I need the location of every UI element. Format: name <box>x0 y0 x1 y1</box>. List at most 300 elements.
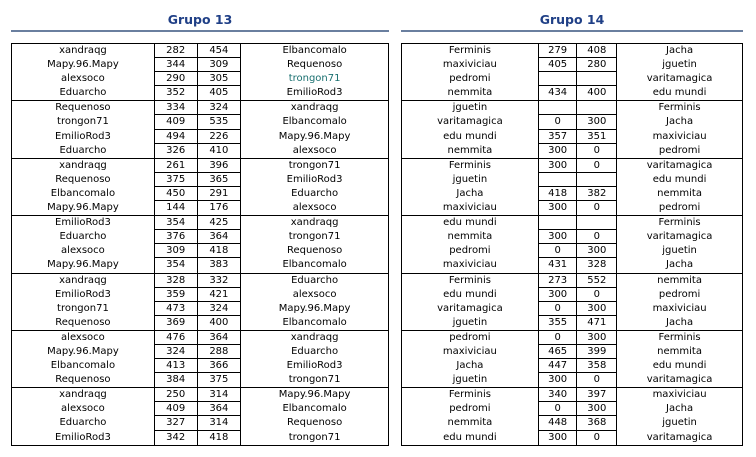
match-row <box>402 258 742 272</box>
away-player: pedromi <box>616 144 742 158</box>
match-row <box>402 431 742 445</box>
title-divider <box>401 30 743 32</box>
match-row <box>402 388 742 402</box>
match-row <box>402 58 742 72</box>
away-player: xandraqg <box>240 331 388 345</box>
away-score: 314 <box>197 416 241 430</box>
away-player: Elbancomalo <box>240 258 388 272</box>
match-row <box>12 388 388 402</box>
away-player: EmilioRod3 <box>240 359 388 373</box>
home-player: Eduarcho <box>59 144 107 156</box>
home-player: xandraqg <box>59 274 107 286</box>
home-player: Elbancomalo <box>50 187 116 199</box>
away-player: Elbancomalo <box>240 115 388 129</box>
match-row <box>12 101 388 115</box>
away-score: 364 <box>197 402 241 416</box>
away-player: Ferminis <box>616 101 742 115</box>
away-player: EmilioRod3 <box>240 86 388 100</box>
home-player: edu mundi <box>443 217 497 229</box>
away-score: 0 <box>576 288 616 302</box>
match-row <box>12 345 388 359</box>
away-player: xandraqg <box>240 216 388 230</box>
group-14 <box>401 0 743 443</box>
away-score <box>576 101 616 115</box>
away-player: Ferminis <box>616 216 742 230</box>
away-player: trongon71 <box>240 431 388 445</box>
home-score: 250 <box>154 388 197 402</box>
match-row <box>12 274 388 288</box>
away-score: 309 <box>197 58 241 72</box>
match-row <box>12 402 388 416</box>
home-player: EmilioRod3 <box>55 288 111 300</box>
away-player: alexsoco <box>240 288 388 302</box>
match-row <box>12 115 388 129</box>
match-row <box>12 58 388 72</box>
home-player: alexsoco <box>61 331 105 343</box>
home-score: 0 <box>538 115 577 129</box>
away-score: 300 <box>576 244 616 258</box>
home-score <box>538 216 577 230</box>
away-player: edu mundi <box>616 86 742 100</box>
home-score: 384 <box>154 373 197 387</box>
home-player: Mapy.96.Mapy <box>47 59 119 71</box>
home-score: 300 <box>538 288 577 302</box>
home-score: 375 <box>154 173 197 187</box>
home-score: 409 <box>154 115 197 129</box>
home-player: jguetin <box>452 316 488 328</box>
match-row <box>12 288 388 302</box>
away-player: alexsoco <box>240 201 388 215</box>
round-block <box>402 387 742 444</box>
home-player: jguetin <box>452 374 488 386</box>
home-player: Mapy.96.Mapy <box>47 345 119 357</box>
home-player: edu mundi <box>443 288 497 300</box>
away-score: 300 <box>576 331 616 345</box>
away-score: 300 <box>576 402 616 416</box>
away-score: 425 <box>197 216 241 230</box>
home-score: 282 <box>154 44 197 58</box>
home-score: 261 <box>154 159 197 173</box>
away-score <box>576 173 616 187</box>
away-player: jguetin <box>616 244 742 258</box>
away-score: 382 <box>576 187 616 201</box>
away-score: 226 <box>197 130 241 144</box>
away-player: maxiviciau <box>616 388 742 402</box>
group-13 <box>11 0 389 443</box>
away-player: edu mundi <box>616 359 742 373</box>
home-score: 0 <box>538 331 577 345</box>
match-row <box>402 345 742 359</box>
away-score: 280 <box>576 58 616 72</box>
home-player: Eduarcho <box>59 231 107 243</box>
away-score: 421 <box>197 288 241 302</box>
away-player: varitamagica <box>616 373 742 387</box>
away-score: 454 <box>197 44 241 58</box>
away-score: 332 <box>197 274 241 288</box>
home-score: 300 <box>538 230 577 244</box>
away-score: 399 <box>576 345 616 359</box>
away-player: Mapy.96.Mapy <box>240 130 388 144</box>
home-player: Ferminis <box>448 274 491 286</box>
away-score: 305 <box>197 72 241 86</box>
home-player: Requenoso <box>55 374 111 386</box>
away-score: 328 <box>576 258 616 272</box>
home-player: trongon71 <box>57 302 109 314</box>
round-block <box>402 215 742 272</box>
away-player: pedromi <box>616 288 742 302</box>
away-score: 324 <box>197 302 241 316</box>
away-score: 365 <box>197 173 241 187</box>
match-row <box>12 373 388 387</box>
round-block <box>402 44 742 100</box>
home-player: Eduarcho <box>59 87 107 99</box>
home-score: 0 <box>538 302 577 316</box>
away-player: varitamagica <box>616 431 742 445</box>
home-score: 309 <box>154 244 197 258</box>
home-player: alexsoco <box>61 73 105 85</box>
home-player: Jacha <box>456 360 484 372</box>
away-score: 471 <box>576 316 616 330</box>
group-title: Grupo 14 <box>539 12 605 27</box>
match-row <box>402 72 742 86</box>
home-player: Requenoso <box>55 173 111 185</box>
match-row <box>402 115 742 129</box>
away-score: 405 <box>197 86 241 100</box>
home-player: EmilioRod3 <box>55 217 111 229</box>
away-score: 300 <box>576 115 616 129</box>
away-score: 364 <box>197 331 241 345</box>
away-player: Mapy.96.Mapy <box>240 302 388 316</box>
home-score: 369 <box>154 316 197 330</box>
home-score: 357 <box>538 130 577 144</box>
away-score: 288 <box>197 345 241 359</box>
away-player: maxiviciau <box>616 130 742 144</box>
away-player: Eduarcho <box>240 345 388 359</box>
round-block <box>12 330 388 387</box>
away-player: nemmita <box>616 345 742 359</box>
away-score: 400 <box>197 316 241 330</box>
home-player: edu mundi <box>443 431 497 443</box>
match-row <box>12 316 388 330</box>
home-score: 327 <box>154 416 197 430</box>
group-title: Grupo 13 <box>167 12 233 27</box>
match-row <box>12 244 388 258</box>
home-score: 300 <box>538 159 577 173</box>
away-player: Elbancomalo <box>240 402 388 416</box>
home-score: 0 <box>538 244 577 258</box>
away-score: 535 <box>197 115 241 129</box>
away-player: varitamagica <box>616 230 742 244</box>
home-player: nemmita <box>447 144 493 156</box>
match-row <box>12 431 388 445</box>
match-row <box>12 72 388 86</box>
home-player: nemmita <box>447 417 493 429</box>
match-row <box>12 416 388 430</box>
match-row <box>12 258 388 272</box>
home-score: 409 <box>154 402 197 416</box>
home-player: Eduarcho <box>59 417 107 429</box>
home-score: 354 <box>154 258 197 272</box>
round-block <box>402 330 742 387</box>
match-row <box>12 230 388 244</box>
home-score: 300 <box>538 431 577 445</box>
home-player: xandraqg <box>59 159 107 171</box>
away-score: 418 <box>197 431 241 445</box>
home-player: nemmita <box>447 231 493 243</box>
away-score: 410 <box>197 144 241 158</box>
match-row <box>12 130 388 144</box>
away-score <box>576 216 616 230</box>
match-row <box>402 359 742 373</box>
round-block <box>12 215 388 272</box>
home-score: 450 <box>154 187 197 201</box>
home-score: 354 <box>154 216 197 230</box>
match-row <box>12 86 388 100</box>
home-score: 300 <box>538 373 577 387</box>
away-score: 0 <box>576 373 616 387</box>
away-player: trongon71 <box>240 373 388 387</box>
away-score: 408 <box>576 44 616 58</box>
home-player: maxiviciau <box>442 345 497 357</box>
away-player: Jacha <box>616 258 742 272</box>
home-score: 447 <box>538 359 577 373</box>
round-block <box>12 273 388 330</box>
home-score <box>538 173 577 187</box>
home-score <box>538 72 577 86</box>
home-player: EmilioRod3 <box>55 431 111 443</box>
home-score: 405 <box>538 58 577 72</box>
match-row <box>402 416 742 430</box>
home-score: 431 <box>538 258 577 272</box>
away-score: 291 <box>197 187 241 201</box>
away-player: Requenoso <box>240 416 388 430</box>
away-player: jguetin <box>616 416 742 430</box>
match-row <box>402 101 742 115</box>
home-player: pedromi <box>449 331 491 343</box>
home-player: pedromi <box>449 73 491 85</box>
round-block <box>402 100 742 157</box>
away-player: Jacha <box>616 316 742 330</box>
home-player: jguetin <box>452 173 488 185</box>
away-score: 0 <box>576 230 616 244</box>
away-score: 396 <box>197 159 241 173</box>
away-player: Eduarcho <box>240 187 388 201</box>
away-player: pedromi <box>616 201 742 215</box>
match-row <box>402 288 742 302</box>
away-score: 314 <box>197 388 241 402</box>
home-score: 300 <box>538 201 577 215</box>
away-score: 300 <box>576 302 616 316</box>
away-score: 418 <box>197 244 241 258</box>
home-player: alexsoco <box>61 403 105 415</box>
match-row <box>12 187 388 201</box>
match-row <box>402 302 742 316</box>
away-score: 0 <box>576 431 616 445</box>
home-score: 144 <box>154 201 197 215</box>
home-player: Ferminis <box>448 159 491 171</box>
away-player: Requenoso <box>240 244 388 258</box>
home-score: 328 <box>154 274 197 288</box>
home-player: Ferminis <box>448 45 491 56</box>
home-player: pedromi <box>449 403 491 415</box>
away-player: jguetin <box>616 58 742 72</box>
home-score: 413 <box>154 359 197 373</box>
home-player: jguetin <box>452 102 488 114</box>
home-player: alexsoco <box>61 245 105 257</box>
home-score: 340 <box>538 388 577 402</box>
home-player: maxiviciau <box>442 202 497 214</box>
home-score: 324 <box>154 345 197 359</box>
home-score: 476 <box>154 331 197 345</box>
away-player: Eduarcho <box>240 274 388 288</box>
round-block <box>402 158 742 215</box>
match-row <box>402 373 742 387</box>
home-player: Elbancomalo <box>50 360 116 372</box>
home-score: 434 <box>538 86 577 100</box>
home-player: Mapy.96.Mapy <box>47 202 119 214</box>
round-block <box>402 273 742 330</box>
match-row <box>402 316 742 330</box>
away-score: 397 <box>576 388 616 402</box>
away-score: 358 <box>576 359 616 373</box>
round-block <box>12 158 388 215</box>
away-player: Elbancomalo <box>240 316 388 330</box>
away-score: 552 <box>576 274 616 288</box>
away-score: 0 <box>576 159 616 173</box>
away-score: 400 <box>576 86 616 100</box>
match-row <box>402 86 742 100</box>
home-score: 290 <box>154 72 197 86</box>
home-player: edu mundi <box>443 130 497 142</box>
home-player: maxiviciau <box>442 259 497 271</box>
match-row <box>402 44 742 58</box>
home-score: 344 <box>154 58 197 72</box>
home-score: 279 <box>538 44 577 58</box>
away-score: 176 <box>197 201 241 215</box>
round-block <box>12 100 388 157</box>
round-block <box>12 387 388 444</box>
away-score: 375 <box>197 373 241 387</box>
away-player: nemmita <box>616 187 742 201</box>
match-row <box>402 130 742 144</box>
match-row <box>12 144 388 158</box>
home-score: 334 <box>154 101 197 115</box>
match-row <box>402 159 742 173</box>
away-player: Jacha <box>616 44 742 58</box>
match-row <box>12 359 388 373</box>
away-score: 0 <box>576 144 616 158</box>
home-player: varitamagica <box>437 116 503 128</box>
match-row <box>402 274 742 288</box>
match-row <box>12 331 388 345</box>
home-score: 448 <box>538 416 577 430</box>
match-row <box>12 44 388 58</box>
away-player: nemmita <box>616 274 742 288</box>
results-table <box>401 43 743 446</box>
match-row <box>12 173 388 187</box>
match-row <box>402 402 742 416</box>
round-block <box>12 44 388 100</box>
away-player: EmilioRod3 <box>240 173 388 187</box>
match-row <box>402 331 742 345</box>
match-row <box>402 244 742 258</box>
home-player: Mapy.96.Mapy <box>47 259 119 271</box>
away-player: trongon71 <box>240 159 388 173</box>
away-player: Jacha <box>616 402 742 416</box>
away-player: alexsoco <box>240 144 388 158</box>
match-row <box>402 230 742 244</box>
away-score: 383 <box>197 258 241 272</box>
away-score: 368 <box>576 416 616 430</box>
home-player: nemmita <box>447 87 493 99</box>
away-player: Requenoso <box>240 58 388 72</box>
home-score: 376 <box>154 230 197 244</box>
away-player: varitamagica <box>616 72 742 86</box>
match-row <box>12 216 388 230</box>
home-player: Requenoso <box>55 316 111 328</box>
home-score: 300 <box>538 144 577 158</box>
away-player: xandraqg <box>240 101 388 115</box>
home-player: Jacha <box>456 187 484 199</box>
home-player: pedromi <box>449 245 491 257</box>
match-row <box>402 144 742 158</box>
away-score: 351 <box>576 130 616 144</box>
match-row <box>12 201 388 215</box>
home-player: Ferminis <box>448 389 491 401</box>
away-player: Jacha <box>616 115 742 129</box>
home-player: varitamagica <box>437 302 503 314</box>
away-player: varitamagica <box>616 159 742 173</box>
home-score: 473 <box>154 302 197 316</box>
home-score <box>538 101 577 115</box>
home-player: trongon71 <box>57 116 109 128</box>
home-score: 273 <box>538 274 577 288</box>
home-score: 359 <box>154 288 197 302</box>
away-score: 366 <box>197 359 241 373</box>
home-score: 0 <box>538 402 577 416</box>
away-player: maxiviciau <box>616 302 742 316</box>
title-divider <box>11 30 389 32</box>
away-player: Mapy.96.Mapy <box>240 388 388 402</box>
away-player: edu mundi <box>616 173 742 187</box>
home-player: xandraqg <box>59 389 107 401</box>
results-table <box>11 43 389 446</box>
home-score: 418 <box>538 187 577 201</box>
away-player: Ferminis <box>616 331 742 345</box>
home-player: maxiviciau <box>442 59 497 71</box>
match-row <box>12 159 388 173</box>
match-row <box>12 302 388 316</box>
away-player: trongon71 <box>240 230 388 244</box>
home-player: Requenoso <box>55 102 111 114</box>
away-score: 324 <box>197 101 241 115</box>
match-row <box>402 216 742 230</box>
home-score: 465 <box>538 345 577 359</box>
away-score: 0 <box>576 201 616 215</box>
match-row <box>402 201 742 215</box>
home-score: 355 <box>538 316 577 330</box>
match-row <box>402 187 742 201</box>
away-score <box>576 72 616 86</box>
home-player: EmilioRod3 <box>55 130 111 142</box>
home-score: 494 <box>154 130 197 144</box>
home-player: xandraqg <box>59 45 107 56</box>
home-score: 352 <box>154 86 197 100</box>
away-player: Elbancomalo <box>240 44 388 58</box>
match-row <box>402 173 742 187</box>
away-score: 364 <box>197 230 241 244</box>
away-player: trongon71 <box>240 72 388 86</box>
